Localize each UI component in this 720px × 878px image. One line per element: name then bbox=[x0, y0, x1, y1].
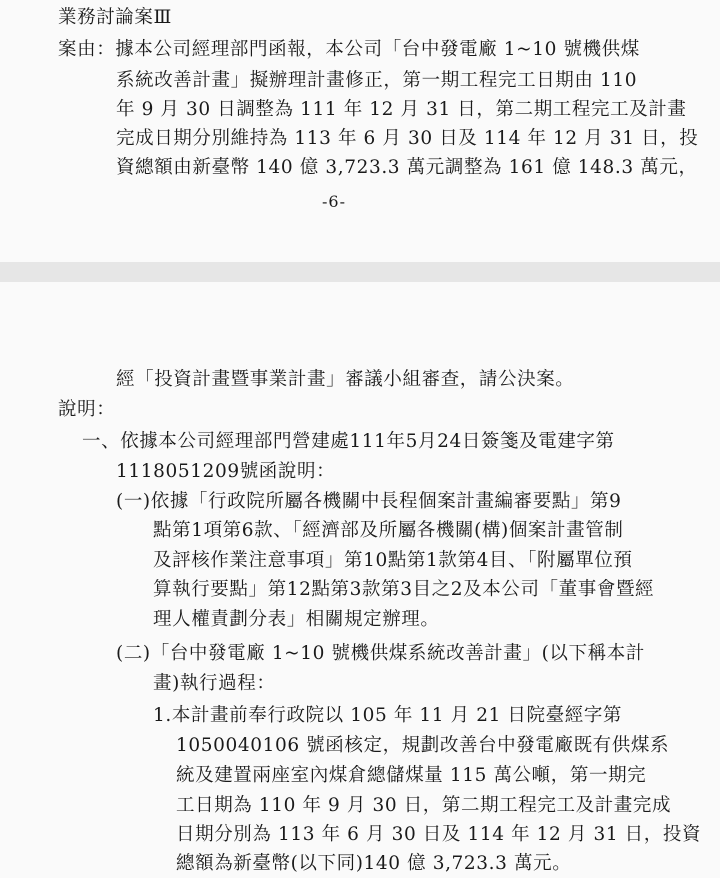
point1-line-2: 1050040106 號函核定，規劃改善台中發電廠既有供煤系 bbox=[176, 735, 670, 756]
sub1-line-2: 點第1項第6款、「經濟部及所屬各機關(構)個案計畫管制 bbox=[153, 520, 624, 541]
case-line-1: 案由：據本公司經理部門函報，本公司「台中發電廠 1~10 號機供煤 bbox=[58, 39, 640, 60]
item1-line-2: 1118051209號函說明： bbox=[116, 461, 336, 482]
page-number: -6- bbox=[322, 192, 346, 211]
sub1-line-4: 算執行要點」第12點第3款第3目之2及本公司「董事會暨經 bbox=[153, 579, 655, 600]
explanation-heading: 說明： bbox=[58, 399, 116, 420]
case-line-5: 資總額由新臺幣 140 億 3,723.3 萬元調整為 161 億 148.3 萬元， bbox=[116, 157, 698, 178]
sub1-line-1: (一)依據「行政院所屬各機關中長程個案計畫編審要點」第9 bbox=[116, 491, 622, 512]
document-page-top bbox=[0, 0, 720, 262]
case-line-2: 系統改善計畫」擬辦理計畫修正，第一期工程完工日期由 110 bbox=[116, 70, 638, 91]
page-separator bbox=[0, 262, 720, 282]
sub1-line-3: 及評核作業注意事項」第10點第1款第4目、「附屬單位預 bbox=[153, 550, 633, 571]
point1-line-5: 日期分別為 113 年 6 月 30 日及 114 年 12 月 31 日，投資 bbox=[176, 824, 702, 845]
continuation-line: 經「投資計畫暨事業計畫」審議小組審查，請公決案。 bbox=[116, 369, 575, 390]
point1-line-4: 工日期為 110 年 9 月 30 日，第二期工程完工及計畫完成 bbox=[176, 795, 672, 816]
case-line-3: 年 9 月 30 日調整為 111 年 12 月 31 日，第二期工程完工及計畫 bbox=[116, 99, 687, 120]
point1-line-6: 總額為新臺幣(以下同)140 億 3,723.3 萬元。 bbox=[176, 853, 572, 874]
sub2-line-2: 畫)執行過程： bbox=[153, 673, 276, 694]
case-line-4: 完成日期分別維持為 113 年 6 月 30 日及 114 年 12 月 31 日，投 bbox=[116, 128, 699, 149]
sub2-line-1: (二)「台中發電廠 1~10 號機供煤系統改善計畫」(以下稱本計 bbox=[116, 643, 645, 664]
point1-line-3: 統及建置兩座室內煤倉總儲煤量 115 萬公噸，第一期完 bbox=[176, 765, 647, 786]
document-page-bottom bbox=[0, 282, 720, 878]
section-header: 業務討論案Ⅲ bbox=[58, 7, 172, 28]
point1-line-1: 1.本計畫前奉行政院以 105 年 11 月 21 日院臺經字第 bbox=[153, 705, 623, 726]
item1-line-1: 一、依據本公司經理部門營建處111年5月24日簽箋及電建字第 bbox=[82, 431, 615, 452]
sub1-line-5: 理人權責劃分表」相關規定辦理。 bbox=[153, 609, 440, 630]
